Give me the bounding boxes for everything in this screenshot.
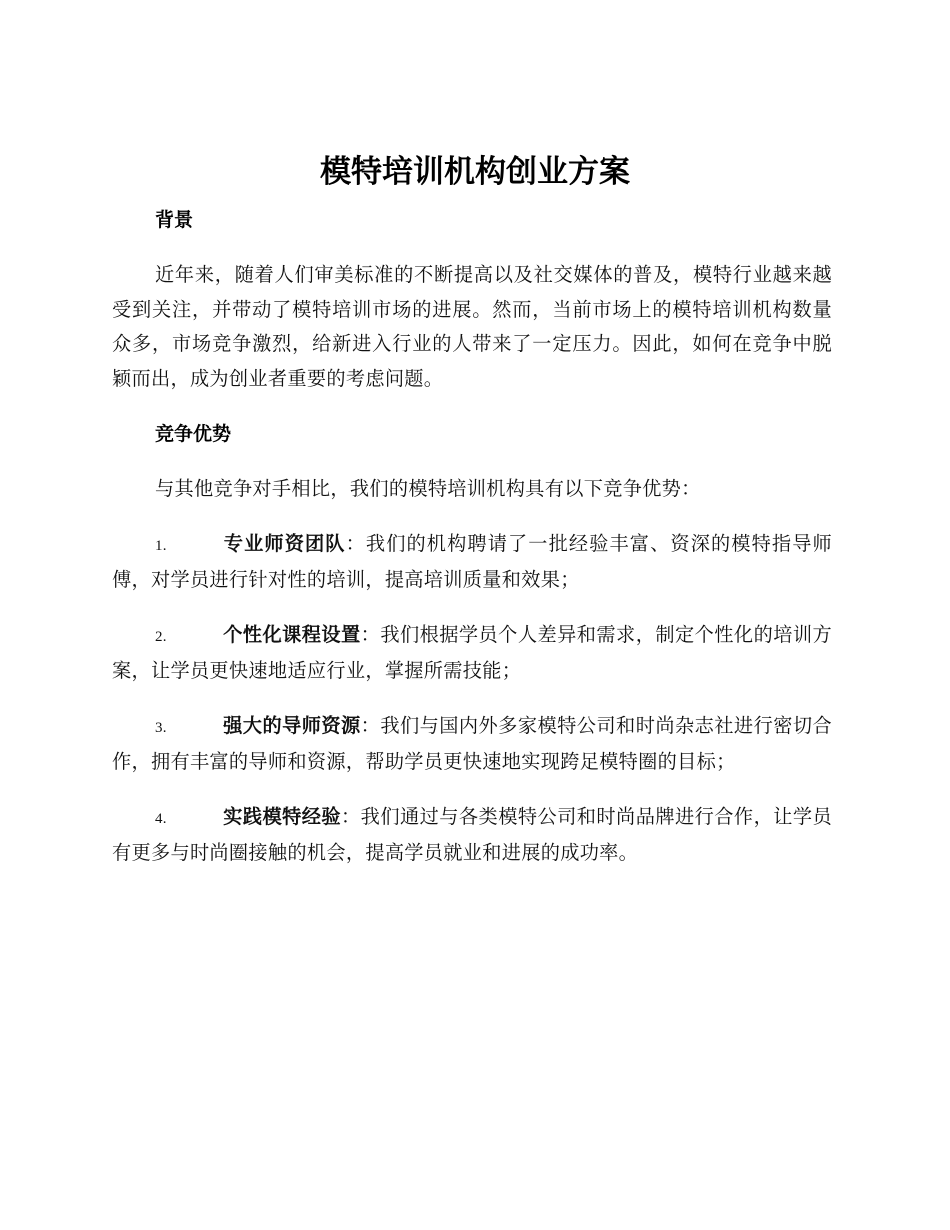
list-item-text: ：我们通过与各类模特公司和时尚品牌进行合作，让学员有更多与时尚圈接触的机会，提高学员就业和进展的成功率。	[112, 804, 832, 864]
document-body	[112, 202, 832, 871]
list-item-label: 强大的导师资源	[223, 713, 361, 737]
document-title: 模特培训机构创业方案	[320, 154, 630, 190]
advantages-intro: 与其他竞争对手相比，我们的模特培训机构具有以下竞争优势：	[155, 477, 701, 500]
section-heading-background: 背景	[155, 209, 194, 231]
list-item-label: 个性化课程设置	[223, 622, 361, 646]
section-heading-competitive-advantages: 竞争优势	[155, 423, 232, 445]
list-item	[112, 800, 832, 871]
list-item-number: 2.	[155, 628, 167, 645]
background-paragraph: 近年来，随着人们审美标准的不断提高以及社交媒体的普及，模特行业越来越受到关注，并带动了模特培训市场的进展。然而，当前市场上的模特培训机构数量众多，市场竞争激烈，给新进入行业的人带来了一定压力。因此，如何在竞争中脱颖而出，成为创业者重要的考虑问题。	[112, 263, 832, 390]
list-item	[112, 709, 832, 780]
list-item-label: 实践模特经验	[223, 804, 342, 828]
list-item-number: 1.	[155, 537, 167, 554]
list-item	[112, 618, 832, 689]
list-item-label: 专业师资团队	[223, 531, 346, 555]
list-item	[112, 527, 832, 598]
list-item-number: 4.	[155, 810, 167, 827]
list-item-text: ：我们的机构聘请了一批经验丰富、资深的模特指导师傅，对学员进行针对性的培训，提高培训质量和效果；	[112, 531, 832, 591]
list-item-text: ：我们与国内外多家模特公司和时尚杂志社进行密切合作，拥有丰富的导师和资源，帮助学员更快速地实现跨足模特圈的目标；	[112, 713, 832, 773]
list-item-text: ：我们根据学员个人差异和需求，制定个性化的培训方案，让学员更快速地适应行业，掌握所需技能；	[112, 622, 832, 682]
list-item-number: 3.	[155, 719, 167, 736]
